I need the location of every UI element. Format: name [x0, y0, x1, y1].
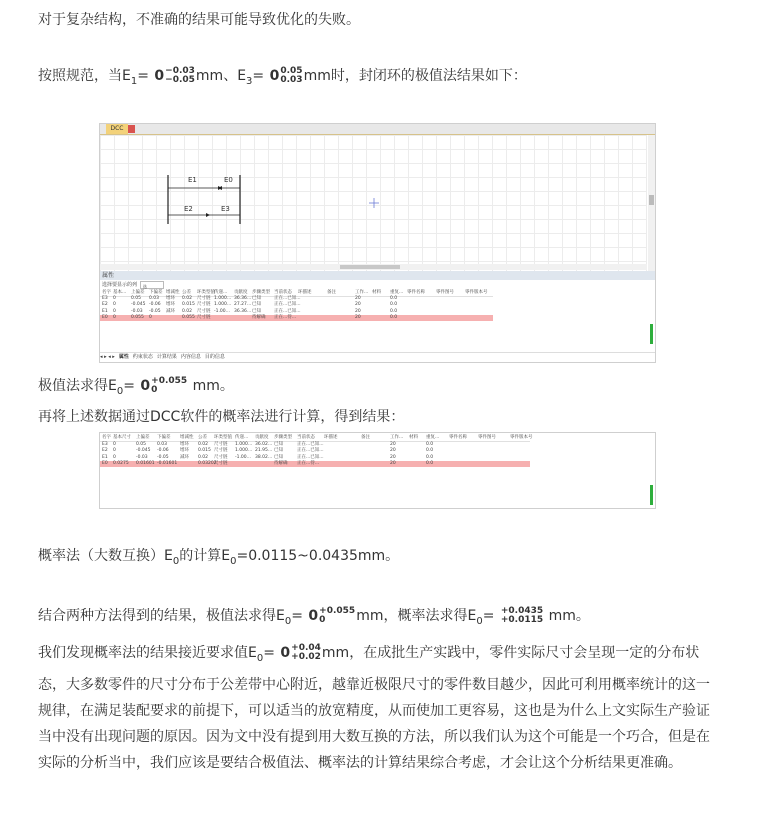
tol-base: 0 [280, 645, 291, 661]
tol-upper: −0.03 [165, 66, 195, 76]
table-cell: 尺寸链 [197, 296, 211, 302]
table-cell: -0.05 [149, 308, 161, 314]
table-row[interactable] [100, 309, 493, 315]
table-cell: 已知 [274, 441, 283, 447]
cmp-eq2: = [482, 608, 499, 624]
table-cell: 36.02... [255, 441, 273, 447]
table-cell: 正在...已知... [274, 308, 301, 314]
column-header: 环描述 [324, 435, 338, 440]
table-cell: 0 [149, 314, 152, 320]
table-cell: 尺寸链 [197, 308, 211, 314]
tol-upper: +0.055 [319, 606, 356, 616]
tolerance-e3 [270, 67, 303, 85]
table-cell: 36.36... [234, 308, 252, 314]
table-cell: 0.015 [198, 448, 211, 454]
tol-lower: +0.0115 [500, 615, 544, 625]
cmp-text-a: 结合两种方法得到的结果，极值法求得E [38, 608, 285, 624]
prob-text-b: 的计算E [179, 548, 231, 564]
tol-lower: 0.03 [280, 75, 303, 85]
spec-eq1: = [137, 68, 154, 84]
table-row[interactable] [100, 315, 493, 321]
spec-eq3: = [252, 68, 269, 84]
cmp-text-c: mm。 [544, 608, 590, 624]
dimension-chain-diagram [100, 135, 647, 271]
tol-base: 0 [269, 68, 280, 84]
close-icon[interactable] [128, 125, 135, 133]
spec-text-b: mm、E [195, 68, 247, 84]
table-cell: 尺寸链 [197, 302, 211, 308]
spec-line [38, 66, 527, 92]
table-cell: 0.0 [390, 308, 398, 314]
column-header: 上偏差 [131, 290, 145, 295]
table-cell: 20 [355, 302, 361, 308]
table-cell: E3 [102, 296, 108, 302]
table-cell: 0 [113, 454, 116, 460]
vertical-scrollbar[interactable] [648, 135, 655, 271]
table-cell: 20 [355, 296, 361, 302]
table-cell: 21.95... [255, 448, 273, 454]
table-cell: 0.055 [182, 314, 195, 320]
table-cell: 0.02 [198, 441, 209, 447]
tab-nav-arrows[interactable]: ◂ ▸ ◂ ▸ [100, 354, 115, 360]
table-cell: 0.05 [136, 441, 147, 447]
table-cell: 0.0 [390, 296, 398, 302]
para-eq: = [263, 645, 280, 661]
column-header: 名字 [102, 290, 111, 295]
column-header: 零件名称 [449, 435, 467, 440]
table-cell: 0 [113, 314, 116, 320]
table-cell: 增环 [166, 302, 175, 308]
column-header: 重复... [426, 435, 440, 440]
drawing-canvas[interactable] [100, 135, 647, 271]
table-cell: 增环 [166, 296, 175, 302]
cmp-eq1: = [291, 608, 308, 624]
table-cell: 20 [355, 308, 361, 314]
tolerance-e0-probability [500, 607, 543, 625]
bottom-tab[interactable]: 属性 [118, 354, 129, 360]
table-cell: 0.0 [426, 461, 434, 467]
table-cell: 27.27... [234, 302, 252, 308]
tol-lower: 0 [319, 615, 326, 625]
table-cell: 正在...已知... [274, 302, 301, 308]
properties-table [100, 290, 493, 320]
filter-select[interactable] [140, 281, 164, 289]
extreme-result-line [38, 376, 234, 402]
table-cell: 待解确 [252, 314, 266, 320]
column-header: 零件名称 [407, 290, 425, 295]
column-header: 传递... [214, 290, 228, 295]
probability-table [100, 435, 533, 467]
spec-sub1: 1 [130, 76, 138, 87]
table-cell: 0 [113, 441, 116, 447]
tol-base: 0 [308, 608, 319, 624]
column-header: 环描述 [298, 290, 312, 295]
column-header: 增减性 [180, 435, 194, 440]
table-cell: 增环 [180, 448, 189, 454]
document-tab-bar [100, 124, 655, 135]
probability-intro: 再将上述数据通过DCC软件的概率法进行计算，得到结果： [38, 409, 405, 425]
para-text-a: 我们发现概率法的结果接近要求值E [38, 645, 257, 661]
table-cell: 0.0 [426, 454, 434, 460]
table-row[interactable] [100, 448, 530, 454]
table-cell: 0.03202 [198, 461, 217, 467]
table-cell: 20 [390, 461, 396, 467]
table-cell: 1.000... [214, 302, 232, 308]
column-header: 传递... [235, 435, 249, 440]
table-cell: 0.02 [182, 308, 193, 314]
table-cell: 0 [113, 448, 116, 454]
table-cell: E1 [102, 454, 108, 460]
table-row[interactable] [100, 455, 530, 461]
table-cell: E2 [102, 302, 108, 308]
column-header: 备注 [327, 290, 336, 295]
table-cell: 尺寸链 [214, 461, 228, 467]
table-cell: 尺寸链 [197, 314, 211, 320]
table-cell: 减环 [166, 308, 175, 314]
column-header: 下偏差 [149, 290, 163, 295]
column-header: 贡献度 [234, 290, 248, 295]
table-cell: 0.055 [131, 314, 144, 320]
table-cell: 20 [390, 448, 396, 454]
column-header: 下偏差 [157, 435, 171, 440]
table-cell: 1.000... [214, 296, 232, 302]
table-cell: 正在...已知... [297, 448, 324, 454]
properties-title: 属性 [100, 271, 655, 280]
label-e0: E0 [224, 176, 233, 184]
table-cell: 已知 [252, 308, 261, 314]
column-header: 零件图号 [478, 435, 496, 440]
tolerance-e0-extreme [140, 377, 187, 395]
table-cell: 正在...已知... [297, 454, 324, 460]
scroll-indicator [650, 485, 653, 505]
table-cell: 38.02... [255, 454, 273, 460]
column-header: 步骤类型 [274, 435, 292, 440]
prob-text-c: =0.0115~0.0435mm。 [236, 548, 400, 564]
table-cell: 0.0275 [113, 461, 129, 467]
extreme-eq: = [123, 378, 140, 394]
tol-base: 0 [154, 68, 165, 84]
table-cell: -0.045 [136, 448, 151, 454]
extreme-text-b: mm。 [188, 378, 234, 394]
table-cell: 尺寸链 [214, 454, 228, 460]
dcc-screenshot-probability [99, 432, 656, 509]
extreme-text-a: 极值法求得E [38, 378, 117, 394]
tol-lower: 0 [151, 385, 158, 395]
column-header: 零件版本号 [465, 290, 488, 295]
dcc-screenshot-extreme [99, 123, 656, 363]
table-cell: 0.0 [390, 314, 398, 320]
table-row[interactable] [100, 461, 530, 467]
spec-sub3: 3 [246, 76, 253, 87]
table-cell: -0.045 [131, 302, 146, 308]
table-cell: -0.03 [131, 308, 143, 314]
label-e3: E3 [221, 205, 230, 213]
column-filter [100, 280, 655, 290]
table-cell: 已知 [274, 454, 283, 460]
table-cell: 0.05 [131, 296, 142, 302]
table-cell: 0.03 [149, 296, 160, 302]
table-cell: 0.02 [198, 454, 209, 460]
table-cell: 0.015 [182, 302, 195, 308]
table-cell: 0 [113, 302, 116, 308]
table-cell: -0.01601 [157, 461, 178, 467]
tol-base: 0 [140, 378, 151, 394]
table-cell: E3 [102, 441, 108, 447]
para-text-b: mm，在成批生产实践中，零件实际尺寸会呈现一定的分布状态，大多数零件的尺寸分布于公差带中心附近，越靠近极限尺寸的零件数目越少，因此可利用概率统计的这一规律，在满足装配要求的前提下，可以适当的放宽精度，从而使加工更容易，这也是为什么上文实际生产验证当中没有出现问题的原因。因为文中没有提到用大数互换的方法，所以我们认为这个可能是一个巧合，但是在实际的分析当中，我们应该是要结合极值法、概率法的计算结果综合考虑，才会让这个分析结果更准确。 [38, 645, 710, 771]
table-cell: 0 [113, 308, 116, 314]
table-cell: 减环 [180, 454, 189, 460]
table-cell: 正在...已知... [297, 441, 324, 447]
table-cell: 0.0 [426, 448, 434, 454]
column-header: 当前状态 [297, 435, 315, 440]
column-header: 贡献度 [255, 435, 269, 440]
tol-upper: +0.0435 [500, 606, 544, 616]
table-row[interactable] [100, 302, 493, 308]
filter-value: 选 [143, 283, 148, 289]
table-cell: 0.02 [182, 296, 193, 302]
table-cell: 0.03 [157, 441, 168, 447]
table-cell: 20 [390, 454, 396, 460]
column-header: 材料 [372, 290, 381, 295]
table-cell: 0.0 [426, 441, 434, 447]
tol-upper: +0.055 [151, 376, 188, 386]
label-e2: E2 [184, 205, 193, 213]
document-tab[interactable]: DCC [106, 124, 128, 134]
column-header: 基本... [113, 290, 127, 295]
bottom-tab[interactable]: 计算结果 [156, 354, 177, 360]
scroll-indicator [650, 324, 653, 344]
table-cell: -1.00... [214, 308, 230, 314]
table-cell: 待解确 [274, 461, 288, 467]
table-cell: 尺寸链 [214, 448, 228, 454]
table-cell: 36.36... [234, 296, 252, 302]
tolerance-e0-required [280, 644, 321, 662]
table-row[interactable] [100, 442, 530, 448]
conclusion-paragraph [38, 640, 718, 776]
table-cell: E1 [102, 308, 108, 314]
label-e1: E1 [188, 176, 197, 184]
table-cell: 20 [390, 441, 396, 447]
table-cell: 尺寸链 [214, 441, 228, 447]
table-cell: -0.05 [157, 454, 169, 460]
bottom-tab[interactable]: 内容信息 [180, 354, 201, 360]
column-header: 增减性 [166, 290, 180, 295]
tolerance-e0-extreme-2 [308, 607, 355, 625]
table-cell: -0.06 [149, 302, 161, 308]
cmp-text-b: mm，概率法求得E [356, 608, 477, 624]
tolerance-e1 [154, 67, 195, 85]
table-cell: 正在...待... [297, 461, 320, 467]
column-header: 备注 [361, 435, 370, 440]
column-header: 上偏差 [136, 435, 150, 440]
column-header: 当前状态 [274, 290, 292, 295]
column-header: 环类型值 [197, 290, 215, 295]
table-cell: 1.000... [235, 441, 253, 447]
column-header: 公差 [182, 290, 191, 295]
table-cell: 已知 [252, 296, 261, 302]
column-header: 工作... [390, 435, 404, 440]
column-header: 零件图号 [436, 290, 454, 295]
bottom-tab[interactable]: 约束状态 [132, 354, 153, 360]
table-cell: 已知 [274, 448, 283, 454]
column-header: 零件版本号 [510, 435, 533, 440]
table-cell: E0 [102, 314, 108, 320]
cmp-sub1: 0 [284, 616, 292, 627]
column-header: 重复... [390, 290, 404, 295]
comparison-line [38, 606, 590, 632]
bottom-tabs [100, 352, 655, 362]
spec-text-a: 按照规范，当E [38, 68, 131, 84]
column-header: 基本尺寸 [113, 435, 131, 440]
tol-lower: −0.05 [165, 75, 195, 85]
filter-label: 选择要显示的列 [102, 282, 138, 288]
column-header: 步骤类型 [252, 290, 270, 295]
column-header: 名字 [102, 435, 111, 440]
table-cell: -0.03 [136, 454, 148, 460]
table-cell: 20 [355, 314, 361, 320]
column-header: 公差 [198, 435, 207, 440]
table-cell: 正在...待... [274, 314, 297, 320]
table-cell: E0 [102, 461, 108, 467]
tol-lower: +0.02 [291, 652, 321, 662]
table-cell: E2 [102, 448, 108, 454]
column-header: 材料 [409, 435, 418, 440]
prob-sub2: 0 [230, 556, 237, 567]
intro-text: 对于复杂结构，不准确的结果可能导致优化的失败。 [38, 12, 360, 28]
table-cell: 已知 [252, 302, 261, 308]
tol-upper: +0.04 [291, 643, 321, 653]
table-cell: -0.06 [157, 448, 169, 454]
horizontal-scrollbar[interactable] [100, 264, 647, 270]
probability-result-line [38, 546, 399, 572]
para-sub: 0 [256, 653, 264, 664]
prob-text-a: 概率法（大数互换）E [38, 548, 173, 564]
cmp-sub2: 0 [476, 616, 483, 627]
table-cell: 0.0 [390, 302, 398, 308]
spec-text-c: mm时，封闭环的极值法结果如下： [303, 68, 527, 84]
prob-sub1: 0 [172, 556, 180, 567]
table-cell: 0.01601 [136, 461, 155, 467]
column-header: 工作... [355, 290, 369, 295]
column-header: 环类型值 [214, 435, 232, 440]
table-cell: -1.00... [235, 454, 251, 460]
bottom-tab[interactable]: 目的信息 [204, 354, 225, 360]
table-cell: 正在...已知... [274, 296, 301, 302]
table-cell: 0 [113, 296, 116, 302]
table-cell: 1.000... [235, 448, 253, 454]
tol-upper: 0.05 [280, 66, 303, 76]
extreme-sub: 0 [116, 386, 124, 397]
table-cell: 增环 [180, 441, 189, 447]
